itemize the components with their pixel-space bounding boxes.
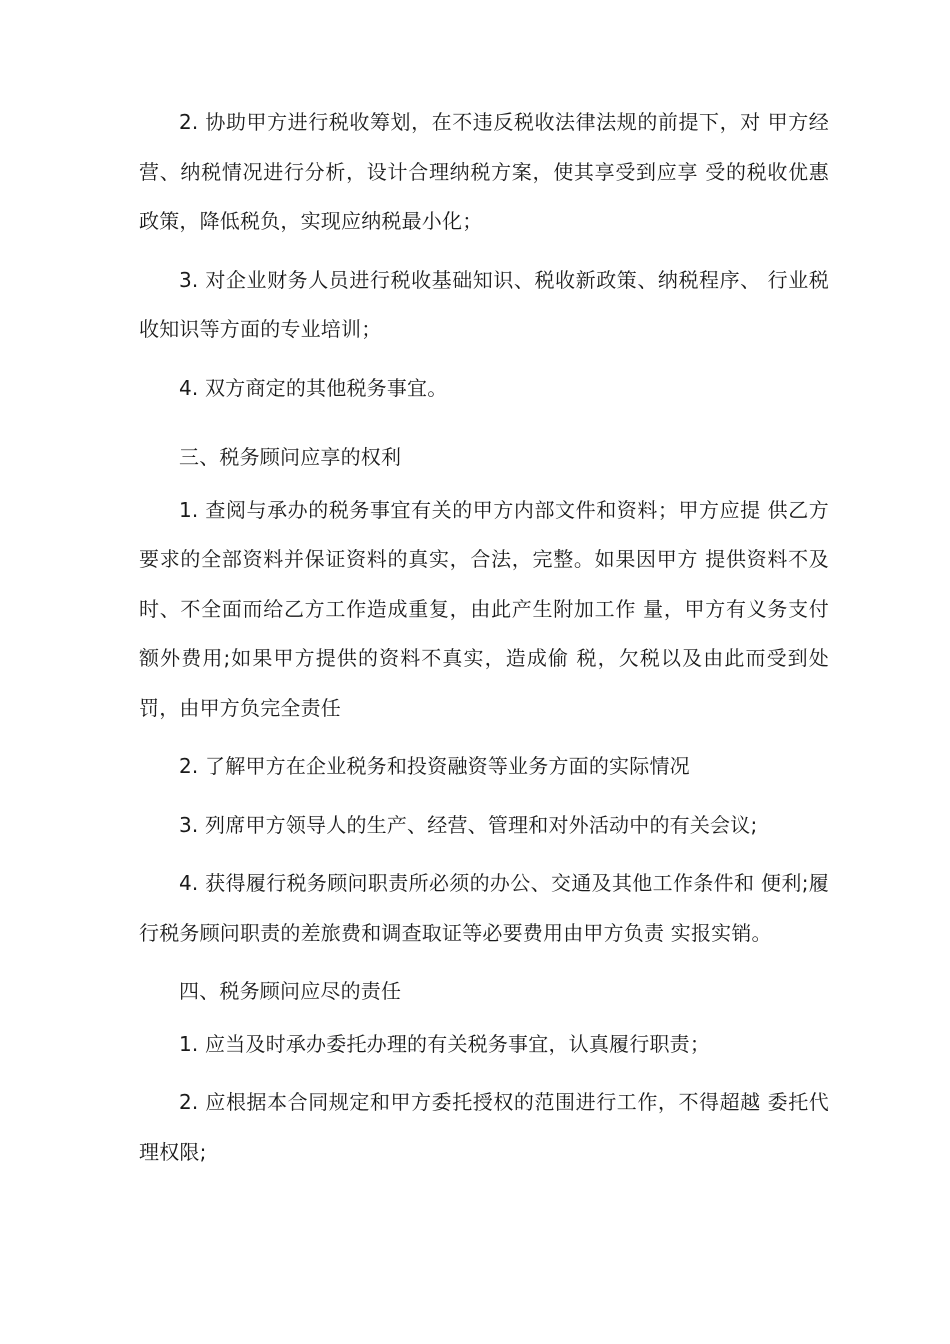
- document-body: [139, 98, 829, 1186]
- section-heading-responsibilities: 四、税务顾问应尽的责任: [179, 979, 402, 1003]
- paragraph-understand-situation: 2. 了解甲方在企业税务和投资融资等业务方面的实际情况: [179, 754, 690, 778]
- paragraph-tax-planning: 2. 协助甲方进行税收筹划，在不违反税收法律法规的前提下，对 甲方经营、纳税情况进行分析，设计合理纳税方案，使其享受到应享 受的税收优惠政策，降低税负，实现应纳税最小化；: [139, 110, 829, 233]
- paragraph-review-documents: 1. 查阅与承办的税务事宜有关的甲方内部文件和资料；甲方应提 供乙方要求的全部资料并保证资料的真实，合法，完整。如果因甲方 提供资料不及时、不全面而给乙方工作造成重复，由此产生附加工作 量，甲方有义务支付额外费用;如果甲方提供的资料不真实，造成偷 税，欠税以及由此而受到处罚，由甲方负完全责任: [139, 497, 829, 720]
- paragraph-staff-training: 3. 对企业财务人员进行税收基础知识、税收新政策、纳税程序、 行业税收知识等方面的专业培训；: [139, 267, 829, 341]
- paragraph-handle-timely: 1. 应当及时承办委托办理的有关税务事宜，认真履行职责；: [179, 1031, 711, 1056]
- paragraph-other-matters: 4. 双方商定的其他税务事宜。: [179, 375, 448, 400]
- paragraph-attend-meetings: 3. 列席甲方领导人的生产、经营、管理和对外活动中的有关会议;: [179, 812, 758, 837]
- section-heading-rights: 三、税务顾问应享的权利: [179, 445, 402, 469]
- paragraph-scope-of-authority: 2. 应根据本合同规定和甲方委托授权的范围进行工作，不得超越 委托代理权限;: [139, 1090, 829, 1164]
- paragraph-working-conditions: 4. 获得履行税务顾问职责所必须的办公、交通及其他工作条件和 便利;履行税务顾问职责的差旅费和调查取证等必要费用由甲方负责 实报实销。: [139, 871, 829, 945]
